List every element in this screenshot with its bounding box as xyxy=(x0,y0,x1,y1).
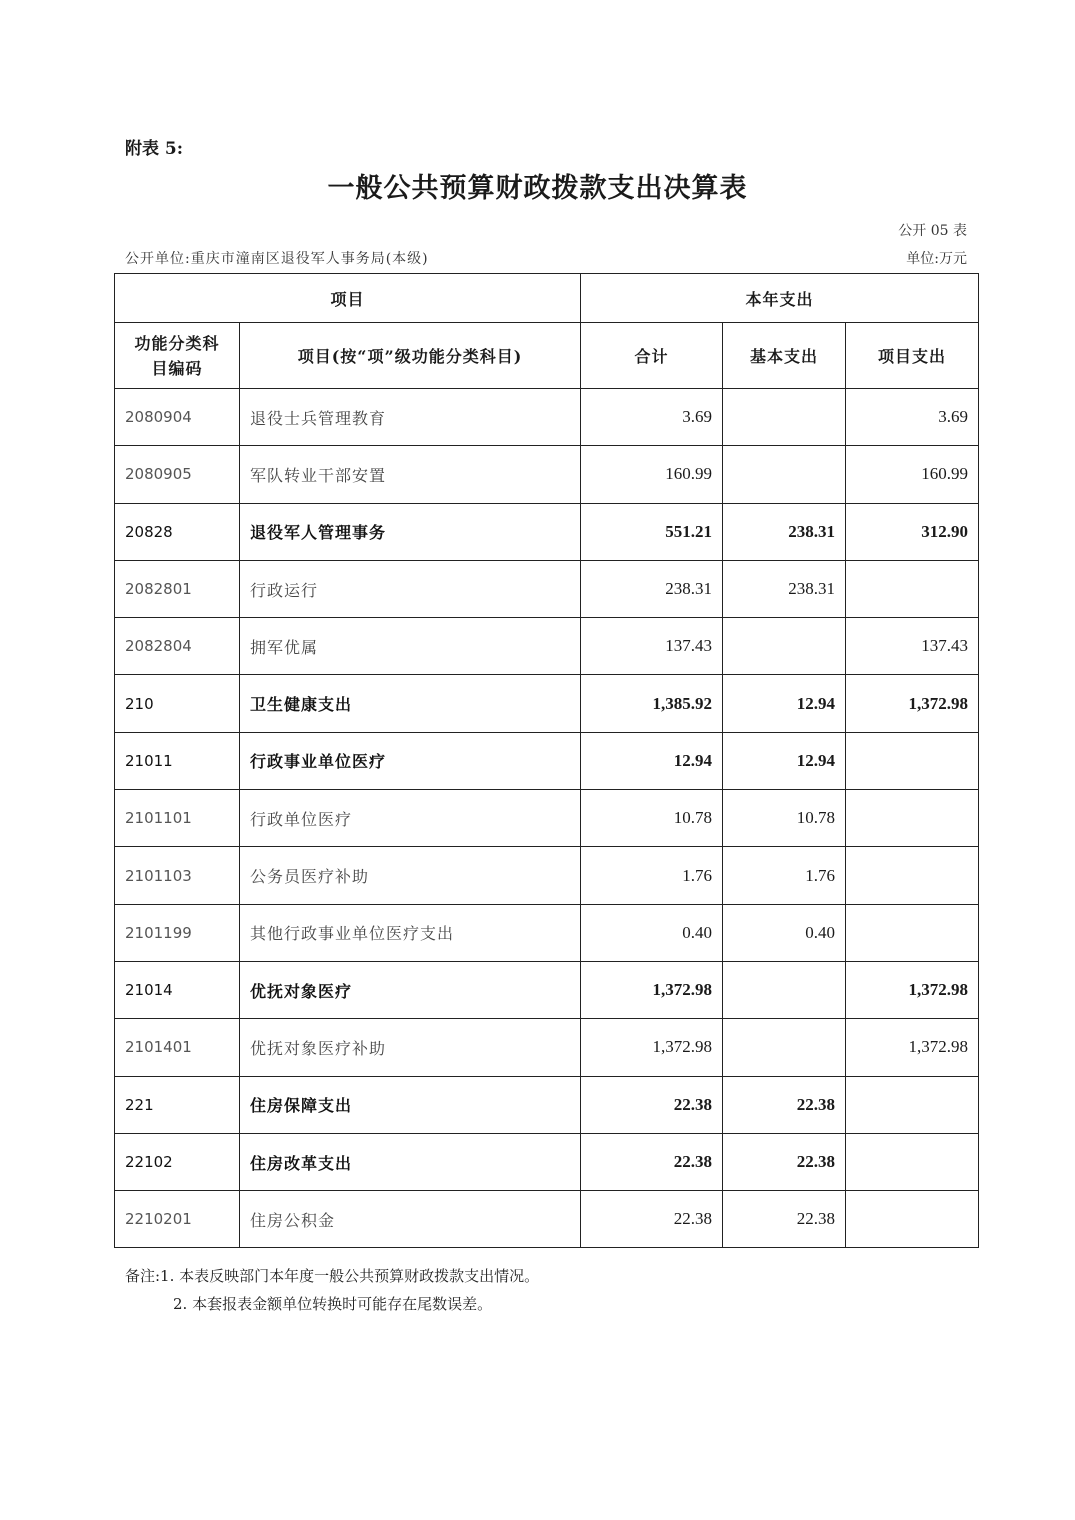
row-name: 优抚对象医疗补助 xyxy=(240,1019,581,1076)
row-basic: 22.38 xyxy=(723,1076,846,1133)
row-project xyxy=(846,1133,979,1190)
table-row xyxy=(115,389,979,446)
header-basic: 基本支出 xyxy=(723,323,846,389)
row-basic xyxy=(723,961,846,1018)
row-total: 137.43 xyxy=(581,618,723,675)
row-total: 22.38 xyxy=(581,1191,723,1248)
table-row xyxy=(115,675,979,732)
table-row xyxy=(115,618,979,675)
table-row xyxy=(115,446,979,503)
header-item-name: 项目(按“项”级功能分类科目) xyxy=(240,323,581,389)
row-name: 退役军人管理事务 xyxy=(240,503,581,560)
row-code: 22102 xyxy=(115,1133,240,1190)
row-project xyxy=(846,790,979,847)
row-project xyxy=(846,560,979,617)
row-basic: 10.78 xyxy=(723,790,846,847)
row-code: 21014 xyxy=(115,961,240,1018)
row-project xyxy=(846,1076,979,1133)
header-current-year: 本年支出 xyxy=(581,274,979,323)
form-number: 公开 05 表 xyxy=(898,223,967,239)
row-name: 住房保障支出 xyxy=(240,1076,581,1133)
row-name: 拥军优属 xyxy=(240,618,581,675)
header-row-2 xyxy=(115,323,979,389)
row-name: 公务员医疗补助 xyxy=(240,847,581,904)
row-name: 住房公积金 xyxy=(240,1191,581,1248)
header-project: 项目 xyxy=(115,274,581,323)
row-total: 238.31 xyxy=(581,560,723,617)
row-total: 0.40 xyxy=(581,904,723,961)
row-basic: 0.40 xyxy=(723,904,846,961)
row-code: 2082801 xyxy=(115,560,240,617)
row-project: 1,372.98 xyxy=(846,961,979,1018)
row-basic xyxy=(723,1019,846,1076)
annex-label: 附表 5: xyxy=(125,139,184,159)
row-name: 行政单位医疗 xyxy=(240,790,581,847)
row-total: 22.38 xyxy=(581,1076,723,1133)
row-project: 137.43 xyxy=(846,618,979,675)
row-total: 12.94 xyxy=(581,732,723,789)
row-name: 行政事业单位医疗 xyxy=(240,732,581,789)
row-code: 2210201 xyxy=(115,1191,240,1248)
row-code: 210 xyxy=(115,675,240,732)
row-name: 退役士兵管理教育 xyxy=(240,389,581,446)
expenditure-table xyxy=(114,273,979,1248)
row-code: 2101103 xyxy=(115,847,240,904)
header-code-line2: 目编码 xyxy=(151,358,203,378)
row-code: 20828 xyxy=(115,503,240,560)
row-code: 21011 xyxy=(115,732,240,789)
page-title: 一般公共预算财政拨款支出决算表 xyxy=(327,173,748,204)
row-total: 22.38 xyxy=(581,1133,723,1190)
row-basic xyxy=(723,389,846,446)
row-project: 160.99 xyxy=(846,446,979,503)
row-basic xyxy=(723,446,846,503)
row-project xyxy=(846,904,979,961)
currency-unit: 单位:万元 xyxy=(906,251,967,267)
row-total: 551.21 xyxy=(581,503,723,560)
table-row xyxy=(115,790,979,847)
row-name: 行政运行 xyxy=(240,560,581,617)
row-name: 其他行政事业单位医疗支出 xyxy=(240,904,581,961)
row-code: 2080904 xyxy=(115,389,240,446)
row-project: 3.69 xyxy=(846,389,979,446)
table-row xyxy=(115,503,979,560)
row-basic: 22.38 xyxy=(723,1191,846,1248)
row-name: 优抚对象医疗 xyxy=(240,961,581,1018)
row-basic: 238.31 xyxy=(723,560,846,617)
row-basic: 22.38 xyxy=(723,1133,846,1190)
row-total: 10.78 xyxy=(581,790,723,847)
table-row xyxy=(115,847,979,904)
row-code: 2101199 xyxy=(115,904,240,961)
row-project xyxy=(846,732,979,789)
header-project-exp: 项目支出 xyxy=(846,323,979,389)
note-2: 2. 本套报表金额单位转换时可能存在尾数误差。 xyxy=(173,1295,493,1313)
header-code-line1: 功能分类科 xyxy=(134,333,220,353)
row-total: 1,372.98 xyxy=(581,1019,723,1076)
table-row xyxy=(115,1191,979,1248)
table-row xyxy=(115,961,979,1018)
row-total: 1,385.92 xyxy=(581,675,723,732)
row-code: 221 xyxy=(115,1076,240,1133)
row-name: 卫生健康支出 xyxy=(240,675,581,732)
note-1: 备注:1. 本表反映部门本年度一般公共预算财政拨款支出情况。 xyxy=(125,1267,540,1285)
row-basic: 1.76 xyxy=(723,847,846,904)
table-row xyxy=(115,904,979,961)
row-project: 312.90 xyxy=(846,503,979,560)
table-row xyxy=(115,732,979,789)
row-basic: 12.94 xyxy=(723,675,846,732)
row-basic: 12.94 xyxy=(723,732,846,789)
table-row xyxy=(115,1076,979,1133)
header-code xyxy=(115,323,240,389)
row-project xyxy=(846,1191,979,1248)
row-project: 1,372.98 xyxy=(846,1019,979,1076)
row-total: 1.76 xyxy=(581,847,723,904)
row-code: 2082804 xyxy=(115,618,240,675)
row-basic xyxy=(723,618,846,675)
row-name: 住房改革支出 xyxy=(240,1133,581,1190)
row-code: 2101101 xyxy=(115,790,240,847)
row-basic: 238.31 xyxy=(723,503,846,560)
header-total: 合计 xyxy=(581,323,723,389)
header-row-1 xyxy=(115,274,979,323)
row-code: 2101401 xyxy=(115,1019,240,1076)
row-total: 3.69 xyxy=(581,389,723,446)
row-project: 1,372.98 xyxy=(846,675,979,732)
reporting-unit: 公开单位:重庆市潼南区退役军人事务局(本级) xyxy=(125,251,429,267)
notes xyxy=(125,1262,539,1318)
row-total: 160.99 xyxy=(581,446,723,503)
table-row xyxy=(115,1019,979,1076)
row-project xyxy=(846,847,979,904)
row-code: 2080905 xyxy=(115,446,240,503)
table-row xyxy=(115,1133,979,1190)
row-name: 军队转业干部安置 xyxy=(240,446,581,503)
table-row xyxy=(115,560,979,617)
row-total: 1,372.98 xyxy=(581,961,723,1018)
